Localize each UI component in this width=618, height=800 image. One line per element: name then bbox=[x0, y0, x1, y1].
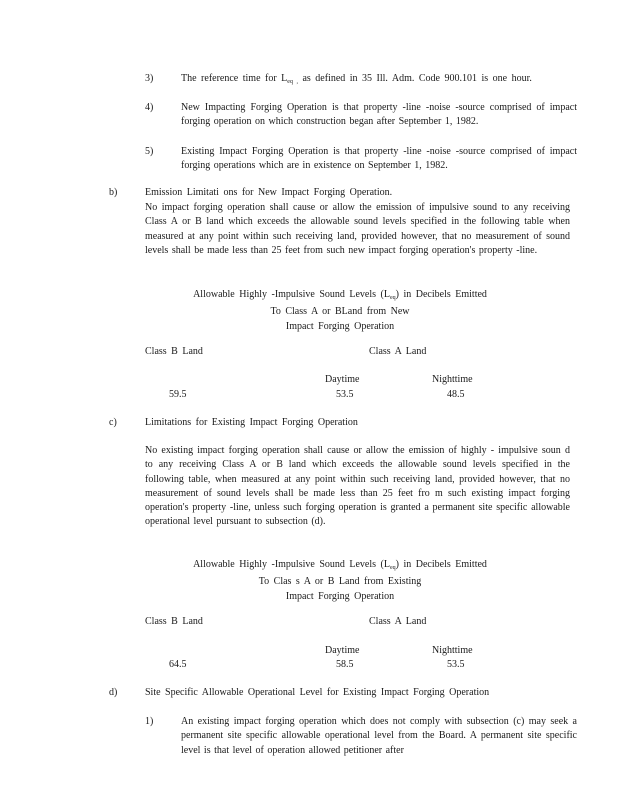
section-c-heading: Limitations for Existing Impact Forging Operation bbox=[145, 417, 358, 428]
section-c-value-nighttime: 53.5 bbox=[447, 659, 465, 670]
section-b-table-title: Allowable Highly -Impulsive Sound Levels $(L_{eq})$ in Decibels Emitted To Class A or BLand from New Impact Forging Operation bbox=[193, 289, 487, 332]
section-d-heading: Site Specific Allowable Operational Level for Existing Impact Forging Operation bbox=[145, 687, 490, 698]
section-b-col-class-b: Class B Land bbox=[145, 346, 203, 357]
section-b-col-class-a: Class A Land bbox=[369, 346, 427, 357]
section-d-letter: d) bbox=[109, 687, 118, 698]
section-b-value-class-b: 59.5 bbox=[169, 389, 187, 400]
section-c-table-title: Allowable Highly -Impulsive Sound Levels $(L_{eq})$ in Decibels Emitted To Clas s A or B Land from Existing Impact Forging Operation bbox=[193, 559, 487, 602]
section-b-nighttime-label: Nighttime bbox=[432, 374, 473, 385]
section-c-daytime-label: Daytime bbox=[325, 645, 360, 656]
section-c-value-class-b: 64.5 bbox=[169, 659, 187, 670]
section-c-body: No existing impact forging operation shall cause or allow the emission of highly - impulsive soun d to any receiving Class A or B land which exceeds the allowable sound levels specified in the following table, when measured at any point within such receiving land, provided however, that no measurement of sound levels shall be made less than 25 feet fro m such existing impact forging operation's property -line, unless such forging operation is granted a permanent site specific allowable operational level pursuant to subsection (d). bbox=[145, 445, 570, 528]
section-c-col-class-b: Class B Land bbox=[145, 616, 203, 627]
item-3-text: The reference time for $L_{eq ,}$ as defined in 35 Ill. Adm. Code 900.101 is one hour. bbox=[181, 73, 532, 85]
section-d-item-1-text: An existing impact forging operation which does not comply with subsection (c) may seek a permanent site specific allowable operational level from the Board. A permanent site specific level is that level of operation allowed petitioner after bbox=[181, 716, 577, 756]
section-d-item-1-number: 1) bbox=[145, 716, 154, 727]
section-b-heading: Emission Limitati ons for New Impact Forging Operation. bbox=[145, 187, 393, 198]
section-c-col-class-a: Class A Land bbox=[369, 616, 427, 627]
item-4-number: 4) bbox=[145, 102, 154, 113]
section-b-value-daytime: 53.5 bbox=[336, 389, 354, 400]
section-b-value-nighttime: 48.5 bbox=[447, 389, 465, 400]
section-b-body: No impact forging operation shall cause or allow the emission of impulsive sound to any receiving Class A or B land which exceeds the allowable sound levels specified in the following table when measured at any point within such receiving land, provided however, that no measurement of sound levels shall be made less than 25 feet from such new impact forging operation's property -line. bbox=[145, 202, 570, 256]
section-b-letter: b) bbox=[109, 187, 118, 198]
section-b-daytime-label: Daytime bbox=[325, 374, 360, 385]
item-5-number: 5) bbox=[145, 146, 154, 157]
item-4-text: New Impacting Forging Operation is that property -line -noise -source comprised of impact forging operation on which construction began after September 1, 1982. bbox=[181, 102, 577, 128]
item-5-text: Existing Impact Forging Operation is that property -line -noise -source comprised of impact forging operations which are in existence on September 1, 1982. bbox=[181, 146, 577, 172]
section-c-value-daytime: 58.5 bbox=[336, 659, 354, 670]
section-c-letter: c) bbox=[109, 417, 117, 428]
section-c-nighttime-label: Nighttime bbox=[432, 645, 473, 656]
item-3-number: 3) bbox=[145, 73, 154, 84]
